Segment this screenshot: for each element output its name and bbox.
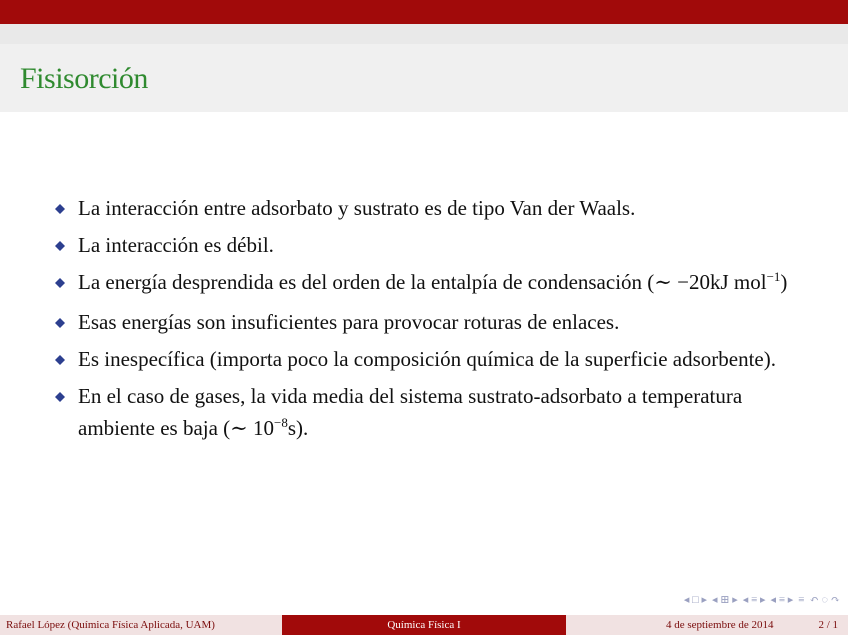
footer-date: 4 de septiembre de 2014 — [666, 619, 774, 631]
bullet-marker-icon — [54, 240, 66, 252]
bullet-superscript: −1 — [766, 269, 781, 284]
bullet-text: Es inespecífica (importa poco la composición química de la superficie adsorbente). — [78, 347, 776, 371]
bullet-list — [50, 192, 820, 447]
footer-bar — [0, 615, 848, 635]
bullet-item — [50, 306, 820, 338]
bullet-marker-icon — [54, 391, 66, 403]
nav-search-icon[interactable]: ↶ ◌ ↷ — [809, 594, 840, 606]
bullet-marker-icon — [54, 354, 66, 366]
bullet-item — [50, 192, 820, 224]
bullet-text: La interacción es débil. — [78, 233, 274, 257]
bullet-marker-icon — [54, 277, 66, 289]
footer-date-page — [566, 615, 848, 635]
bullet-text-end: ) — [780, 270, 788, 294]
bullet-marker-icon — [54, 203, 66, 215]
bullet-item — [50, 266, 820, 301]
nav-section-icon[interactable]: ◂ ≡ ▸ — [742, 594, 766, 606]
bullet-item — [50, 229, 820, 261]
beamer-navigation-symbols — [684, 590, 840, 610]
bullet-marker-icon — [54, 317, 66, 329]
bullet-text: Esas energías son insuficientes para provocar roturas de enlaces. — [78, 310, 620, 334]
title-band-top-strip — [0, 24, 848, 44]
bullet-text-end: s). — [287, 416, 309, 440]
bullet-text: La interacción entre adsorbato y sustrato es de tipo Van der Waals. — [78, 196, 636, 220]
nav-document-icon[interactable]: ◂ ≡ ▸ — [770, 594, 794, 606]
nav-subsection-icon[interactable]: ◂ ⊞ ▸ — [712, 594, 738, 606]
footer-page-number: 2 / 1 — [818, 619, 838, 631]
bullet-superscript: −8 — [274, 415, 288, 430]
top-header-bar — [0, 0, 848, 24]
bullet-item — [50, 343, 820, 375]
nav-frame-icon[interactable]: ◂ □ ▸ — [683, 594, 708, 606]
bullet-text: En el caso de gases, la vida media del sistema sustrato-adsorbato a temperatura ambiente es baja (∼ 10 — [78, 384, 743, 440]
slide-title: Fisisorción — [20, 62, 148, 95]
bullet-item — [50, 380, 820, 447]
footer-course: Química Física I — [282, 615, 566, 635]
footer-author: Rafael López (Química Física Aplicada, UAM) — [0, 615, 282, 635]
nav-menu-icon[interactable]: ≡ — [798, 594, 805, 606]
bullet-text: La energía desprendida es del orden de la entalpía de condensación (∼ −20kJ mol — [78, 270, 767, 294]
